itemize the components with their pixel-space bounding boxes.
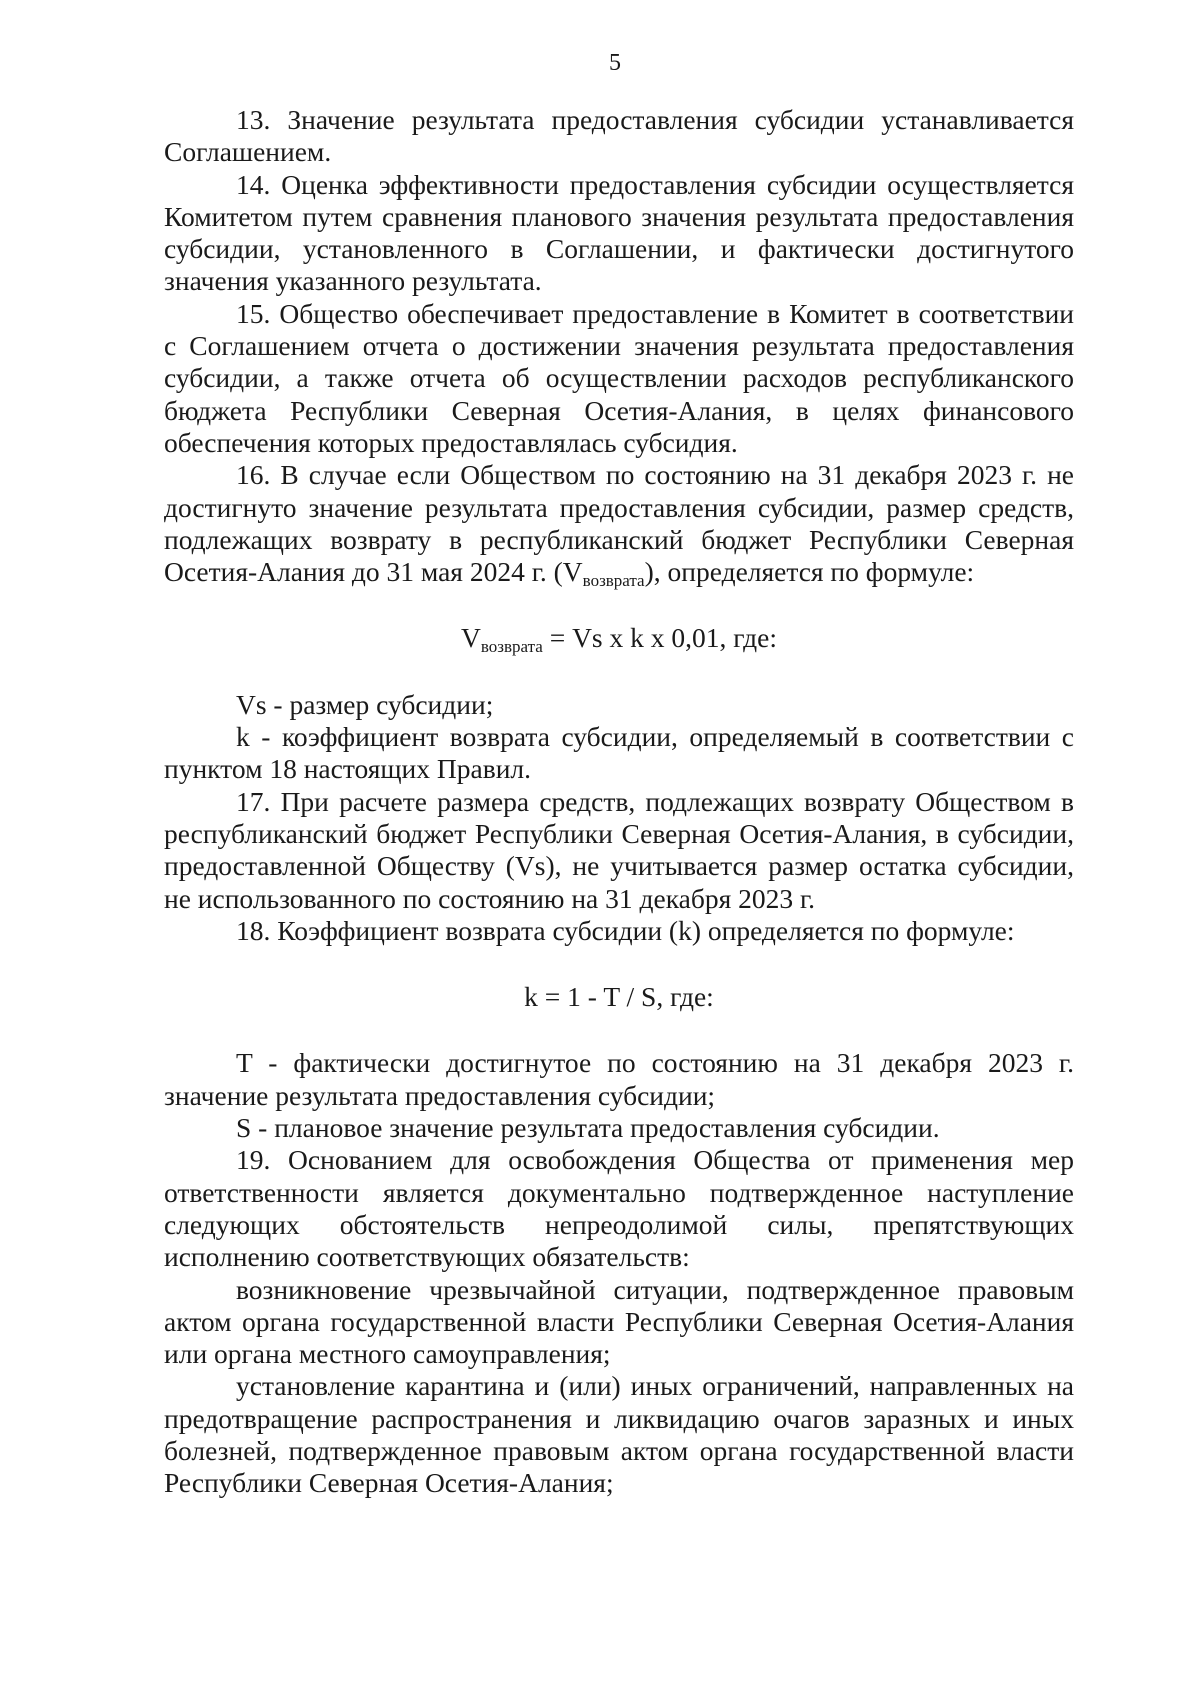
force-majeure-item-quarantine: установление карантина и (или) иных ограничений, направленных на предотвращение распространения и ликвидацию очагов заразных и иных болезней, подтвержденное правовым актом органа государственной власти Республики Северная Осетия-Алания;	[164, 1370, 1074, 1499]
force-majeure-item-emergency: возникновение чрезвычайной ситуации, подтвержденное правовым актом органа государственной власти Республики Северная Осетия-Алания или органа местного самоуправления;	[164, 1273, 1074, 1370]
formula-return-amount	[164, 622, 1074, 657]
paragraph-14: 14. Оценка эффективности предоставления субсидии осуществляется Комитетом путем сравнения планового значения результата предоставления субсидии, установленного в Соглашении, и фактически достигнутого значения указанного результата.	[164, 168, 1074, 297]
paragraph-16	[164, 459, 1074, 591]
paragraph-15: 15. Общество обеспечивает предоставление в Комитет в соответствии с Соглашением отчета о достижении значения результата предоставления субсидии, а также отчета об осуществлении расходов республиканского бюджета Республики Северная Осетия-Алания, в целях финансового обеспечения которых предоставлялась субсидия.	[164, 297, 1074, 458]
definition-s: S - плановое значение результата предоставления субсидии.	[236, 1112, 940, 1144]
formula-coefficient: k = 1 - T / S, где:	[524, 981, 714, 1013]
paragraph-16-text-end: ), определяется по формуле:	[644, 556, 975, 588]
definition-t: T - фактически достигнутое по состоянию на 31 декабря 2023 г. значение результата предоставления субсидии;	[164, 1047, 1074, 1111]
document-body	[164, 104, 1074, 1500]
formula-return-subscript: возврата	[480, 637, 543, 657]
formula-return-rest: = Vs x k x 0,01, где:	[542, 622, 778, 654]
paragraph-17: 17. При расчете размера средств, подлежащих возврату Обществом в республиканский бюджет Республики Северная Осетия-Алания, в субсидии, предоставленной Обществу (Vs), не учитывается размер остатка субсидии, не использованного по состоянию на 31 декабря 2023 г.	[164, 785, 1074, 914]
formula-return-v: V	[460, 622, 481, 654]
page-number: 5	[609, 50, 621, 76]
paragraph-13: 13. Значение результата предоставления субсидии устанавливается Соглашением.	[164, 104, 1074, 168]
paragraph-19: 19. Основанием для освобождения Общества от применения мер ответственности является документально подтвержденное наступление следующих обстоятельств непреодолимой силы, препятствующих исполнению соответствующих обязательств:	[164, 1144, 1074, 1273]
paragraph-18: 18. Коэффициент возврата субсидии (k) определяется по формуле:	[236, 914, 1015, 946]
paragraph-16-text-start: 16. В случае если Обществом по состоянию на 31 декабря 2023 г. не достигнуто значение результата предоставления субсидии, размер средств, подлежащих возврату в республиканский бюджет Республики Северная Осетия-Алания до 31 мая 2024 г. (V	[164, 459, 1074, 588]
definition-vs: Vs - размер субсидии;	[236, 688, 494, 720]
definition-k: k - коэффициент возврата субсидии, определяемый в соответствии с пунктом 18 настоящих Правил.	[164, 721, 1074, 785]
paragraph-16-subscript: возврата	[582, 571, 645, 591]
